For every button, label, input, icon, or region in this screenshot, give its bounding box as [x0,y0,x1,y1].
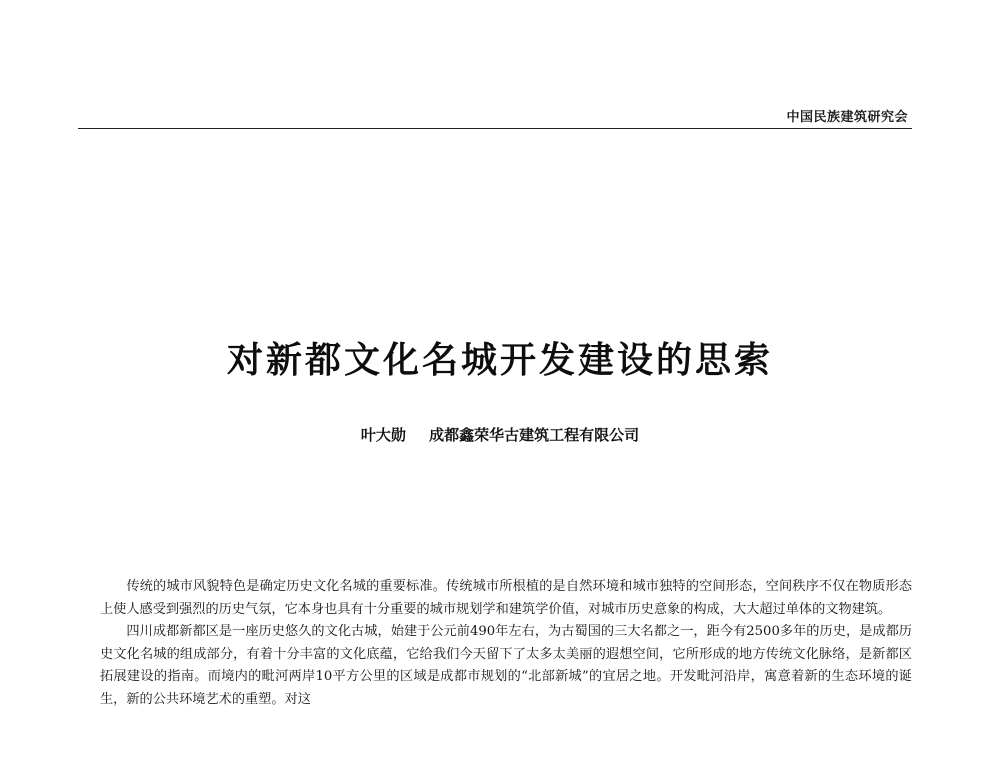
journal-header-organization: 中国民族建筑研究会 [786,110,908,125]
body-paragraph: 四川成都新都区是一座历史悠久的文化古城，始建于公元前490年左右，为古蜀国的三大名都之一，距今有2500多年的历史，是成都历史文化名城的组成部分，有着十分丰富的文化底蕴，它给我们今天留下了太多太美丽的遐想空间，它所形成的地方传统文化脉络，是新都区拓展建设的指南。而境内的毗河两岸10平方公里的区域是成都市规划的“北部新城”的宜居之地。开发毗河沿岸，寓意着新的生态环境的诞生，新的公共环境艺术的重塑。对这 [100,624,912,707]
article-body [100,576,912,711]
byline [0,424,1000,445]
header-divider [78,128,912,129]
author-affiliation: 成都鑫荣华古建筑工程有限公司 [429,426,640,444]
body-paragraph: 传统的城市风貌特色是确定历史文化名城的重要标准。传统城市所根植的是自然环境和城市独特的空间形态，空间秩序不仅在物质形态上使人感受到强烈的历史气氛，它本身也具有十分重要的城市规划学和建筑学价值，对城市历史意象的构成，大大超过单体的文物建筑。 [100,579,912,617]
author-name: 叶大勋 [360,426,406,444]
article-title: 对新都文化名城开发建设的思索 [226,339,773,382]
